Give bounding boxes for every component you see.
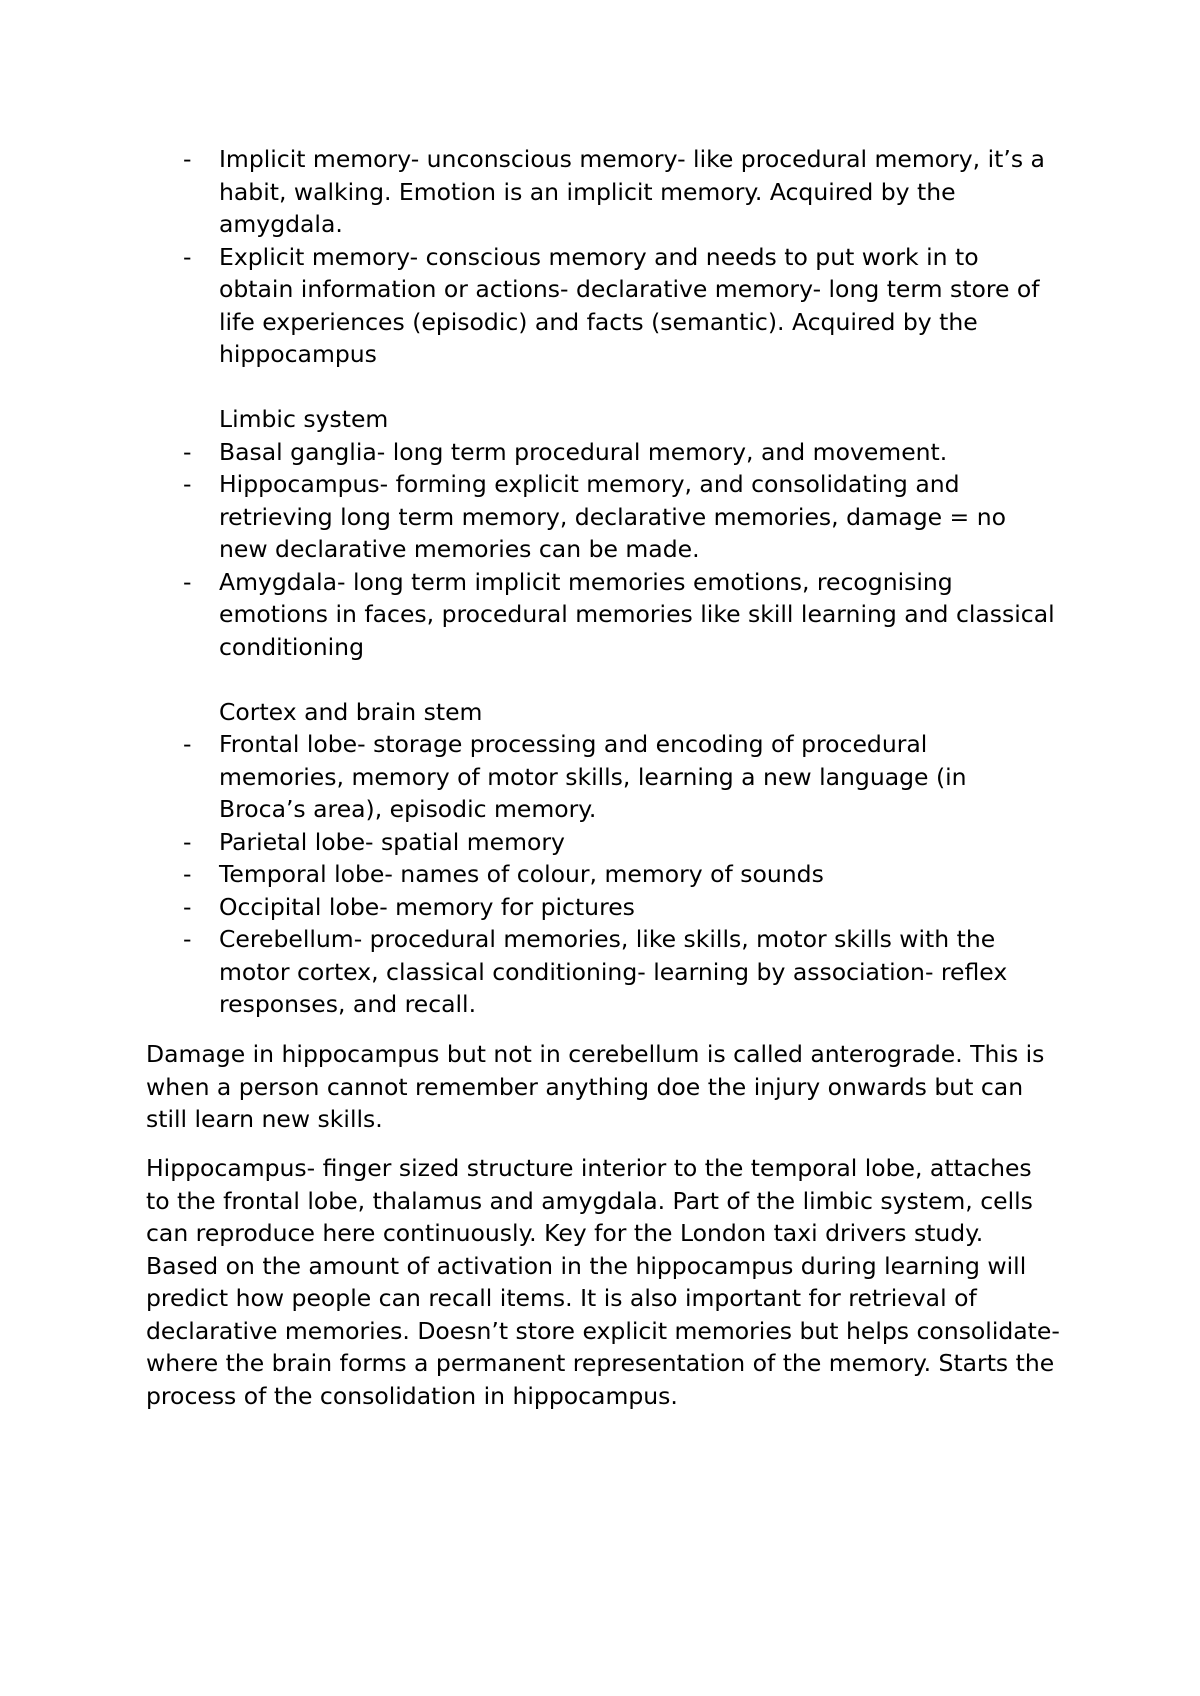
bullet-list bbox=[0, 143, 1200, 1021]
section-heading-cortex-brain-stem: Cortex and brain stem bbox=[219, 697, 483, 726]
bullet-dash: - bbox=[183, 437, 192, 466]
list-item-text: Hippocampus- forming explicit memory, and consolidating and retrieving long term memory, declarative memories, damage = no new declarative memories can be made. bbox=[219, 470, 1006, 563]
paragraph-anterograde: Damage in hippocampus but not in cerebellum is called anterograde. This is when a person cannot remember anything doe the injury onwards but can still learn new skills. bbox=[146, 1040, 1045, 1133]
bullet-dash: - bbox=[183, 470, 192, 498]
list-item-basal-ganglia bbox=[0, 436, 1059, 469]
list-item-hippocampus bbox=[0, 468, 1059, 566]
list-item-text: Parietal lobe- spatial memory bbox=[219, 827, 565, 856]
list-item-frontal-lobe bbox=[0, 728, 1059, 826]
list-item-text: Frontal lobe- storage processing and encoding of procedural memories, memory of motor skills, learning a new language (in Broca’s area), episodic memory. bbox=[219, 730, 967, 823]
list-item-text: Occipital lobe- memory for pictures bbox=[219, 892, 635, 921]
section-heading-limbic-system: Limbic system bbox=[219, 405, 389, 433]
list-item-explicit-memory bbox=[0, 241, 1059, 371]
list-item-amygdala bbox=[0, 566, 1059, 664]
bullet-dash: - bbox=[183, 145, 192, 173]
bullet-dash: - bbox=[183, 730, 192, 758]
blank-line bbox=[0, 663, 1200, 696]
bullet-dash: - bbox=[183, 827, 192, 856]
bullet-dash: - bbox=[183, 925, 192, 953]
list-item-text: Amygdala- long term implicit memories emotions, recognising emotions in faces, procedural memories like skill learning and classical conditioning bbox=[219, 567, 1055, 661]
list-item-text: Explicit memory- conscious memory and needs to put work in to obtain information or actions- declarative memory- long term store of life experiences (episodic) and facts (semantic). Acquired by the hippocampus bbox=[219, 242, 1040, 368]
paragraph-hippocampus: Hippocampus- finger sized structure interior to the temporal lobe, attaches to the frontal lobe, thalamus and amygdala. Part of the limbic system, cells can reproduce here continuously. Key for the London taxi drivers study. Based on the amount of activation in the hippocampus during learning will predict how people can recall items. It is also important for retrieval of declarative memories. Doesn’t store explicit memories but helps consolidate- where the brain forms a permanent representation of the memory. Starts the process of the consolidation in hippocampus. bbox=[146, 1154, 1060, 1410]
list-item-implicit-memory bbox=[0, 143, 1059, 241]
list-item-text: Temporal lobe- names of colour, memory of sounds bbox=[219, 860, 824, 888]
list-item-parietal-lobe bbox=[0, 826, 1059, 859]
list-item-occipital-lobe bbox=[0, 891, 1059, 924]
bullet-dash: - bbox=[183, 860, 192, 888]
bullet-dash: - bbox=[183, 892, 192, 921]
list-item-text: Basal ganglia- long term procedural memory, and movement. bbox=[219, 437, 948, 466]
list-item-text: Cerebellum- procedural memories, like skills, motor skills with the motor cortex, classical conditioning- learning by association- reflex responses, and recall. bbox=[219, 925, 1008, 1018]
bullet-dash: - bbox=[183, 567, 192, 596]
blank-line bbox=[0, 371, 1200, 404]
list-item-cerebellum bbox=[0, 923, 1059, 1021]
list-item-text: Implicit memory- unconscious memory- like procedural memory, it’s a habit, walking. Emotion is an implicit memory. Acquired by the amygdala. bbox=[219, 145, 1045, 238]
list-item-temporal-lobe bbox=[0, 858, 1059, 891]
bullet-dash: - bbox=[183, 242, 192, 271]
